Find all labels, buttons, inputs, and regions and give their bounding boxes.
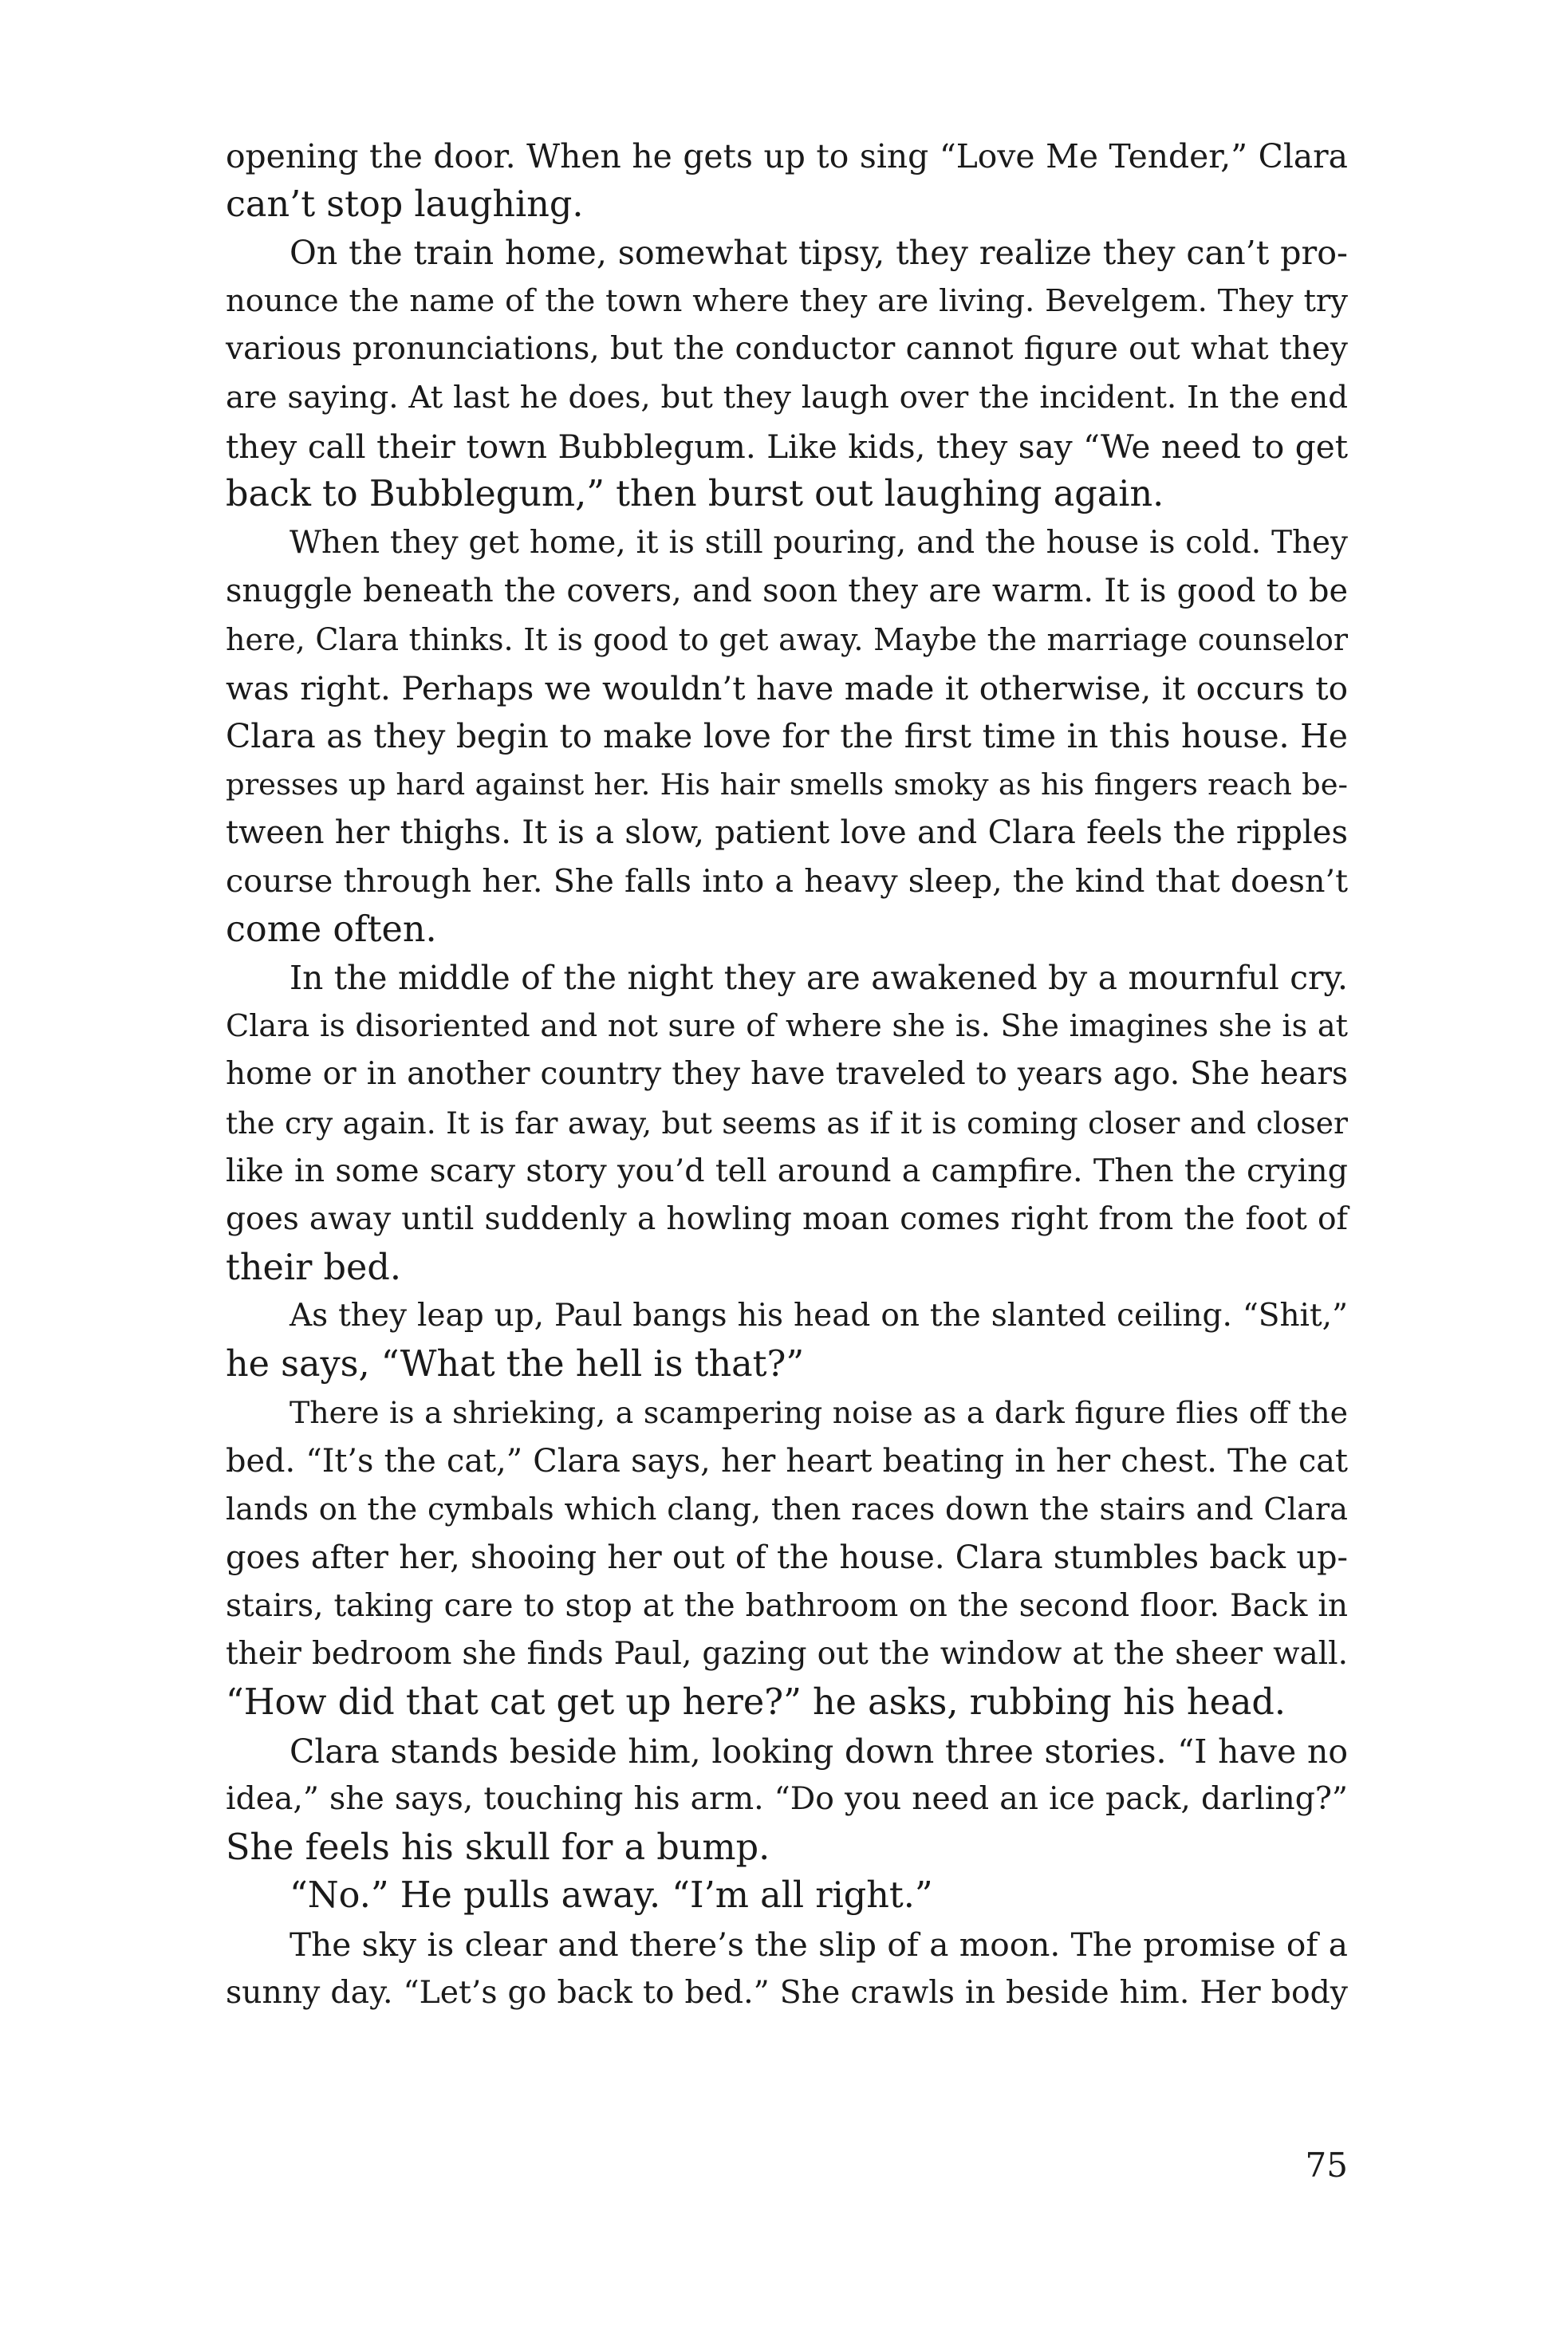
text-line: presses up hard against her. His hair smells smoky as his fingers reach be-	[226, 767, 1348, 802]
text-line: various pronunciations, but the conductor cannot figure out what they	[226, 331, 1348, 368]
text-line: Clara is disoriented and not sure of where she is. She imagines she is at	[226, 1008, 1348, 1044]
text-line: Clara stands beside him, looking down three stories. “I have no	[290, 1732, 1348, 1771]
text-line: here, Clara thinks. It is good to get away. Maybe the marriage counselor	[226, 621, 1348, 657]
text-line: There is a shrieking, a scampering noise as a dark figure flies off the	[290, 1395, 1348, 1431]
text-line: back to Bubblegum,” then burst out laughing again.	[226, 474, 1164, 515]
text-line: their bedroom she finds Paul, gazing out the window at the sheer wall.	[226, 1636, 1348, 1673]
text-line: The sky is clear and there’s the slip of a moon. The promise of a	[290, 1925, 1348, 1964]
text-line: was right. Perhaps we wouldn’t have made it otherwise, it occurs to	[226, 668, 1348, 707]
text-line: lands on the cymbals which clang, then races down the stairs and Clara	[226, 1491, 1348, 1527]
text-line: they call their town Bubblegum. Like kids, they say “We need to get	[226, 427, 1348, 466]
text-line: idea,” she says, touching his arm. “Do you need an ice pack, darling?”	[226, 1781, 1348, 1818]
text-line: goes away until suddenly a howling moan comes right from the foot of	[226, 1201, 1348, 1238]
text-line: like in some scary story you’d tell around a campfire. Then the crying	[226, 1153, 1348, 1190]
text-line: In the middle of the night they are awakened by a mournful cry.	[290, 959, 1348, 998]
body-text	[226, 132, 1348, 2017]
text-line: are saying. At last he does, but they laugh over the incident. In the end	[226, 379, 1348, 416]
text-line: the cry again. It is far away, but seems as if it is coming closer and closer	[226, 1105, 1348, 1141]
text-line: tween her thighs. It is a slow, patient love and Clara feels the ripples	[226, 814, 1348, 852]
text-line: When they get home, it is still pouring, and the house is cold. They	[290, 524, 1348, 561]
text-line: goes after her, shooing her out of the house. Clara stumbles back up-	[226, 1539, 1348, 1577]
text-line: he says, “What the hell is that?”	[226, 1343, 805, 1385]
text-line: their bed.	[226, 1247, 401, 1288]
text-line: “How did that cat get up here?” he asks, rubbing his head.	[226, 1682, 1286, 1723]
text-line: bed. “It’s the cat,” Clara says, her heart beating in her chest. The cat	[226, 1443, 1348, 1480]
text-line: stairs, taking care to stop at the bathroom on the second floor. Back in	[226, 1587, 1348, 1624]
text-line: home or in another country they have traveled to years ago. She hears	[226, 1056, 1348, 1093]
text-line: snuggle beneath the covers, and soon they are warm. It is good to be	[226, 573, 1348, 610]
page-number: 75	[1305, 2146, 1348, 2185]
text-line: can’t stop laughing.	[226, 183, 584, 225]
text-line: As they leap up, Paul bangs his head on the slanted ceiling. “Shit,”	[290, 1298, 1348, 1334]
text-line: come often.	[226, 908, 437, 950]
text-line: sunny day. “Let’s go back to bed.” She crawls in beside him. Her body	[226, 1974, 1348, 2011]
text-line: course through her. She falls into a heavy sleep, the kind that doesn’t	[226, 862, 1348, 900]
text-line: She feels his skull for a bump.	[226, 1827, 770, 1868]
text-line: “No.” He pulls away. “I’m all right.”	[290, 1875, 933, 1917]
text-line: On the train home, somewhat tipsy, they realize they can’t pro-	[290, 234, 1348, 273]
text-line: opening the door. When he gets up to sing “Love Me Tender,” Clara	[226, 137, 1348, 175]
text-line: nounce the name of the town where they are living. Bevelgem. They try	[226, 282, 1348, 319]
text-line: Clara as they begin to make love for the first time in this house. He	[226, 717, 1348, 756]
